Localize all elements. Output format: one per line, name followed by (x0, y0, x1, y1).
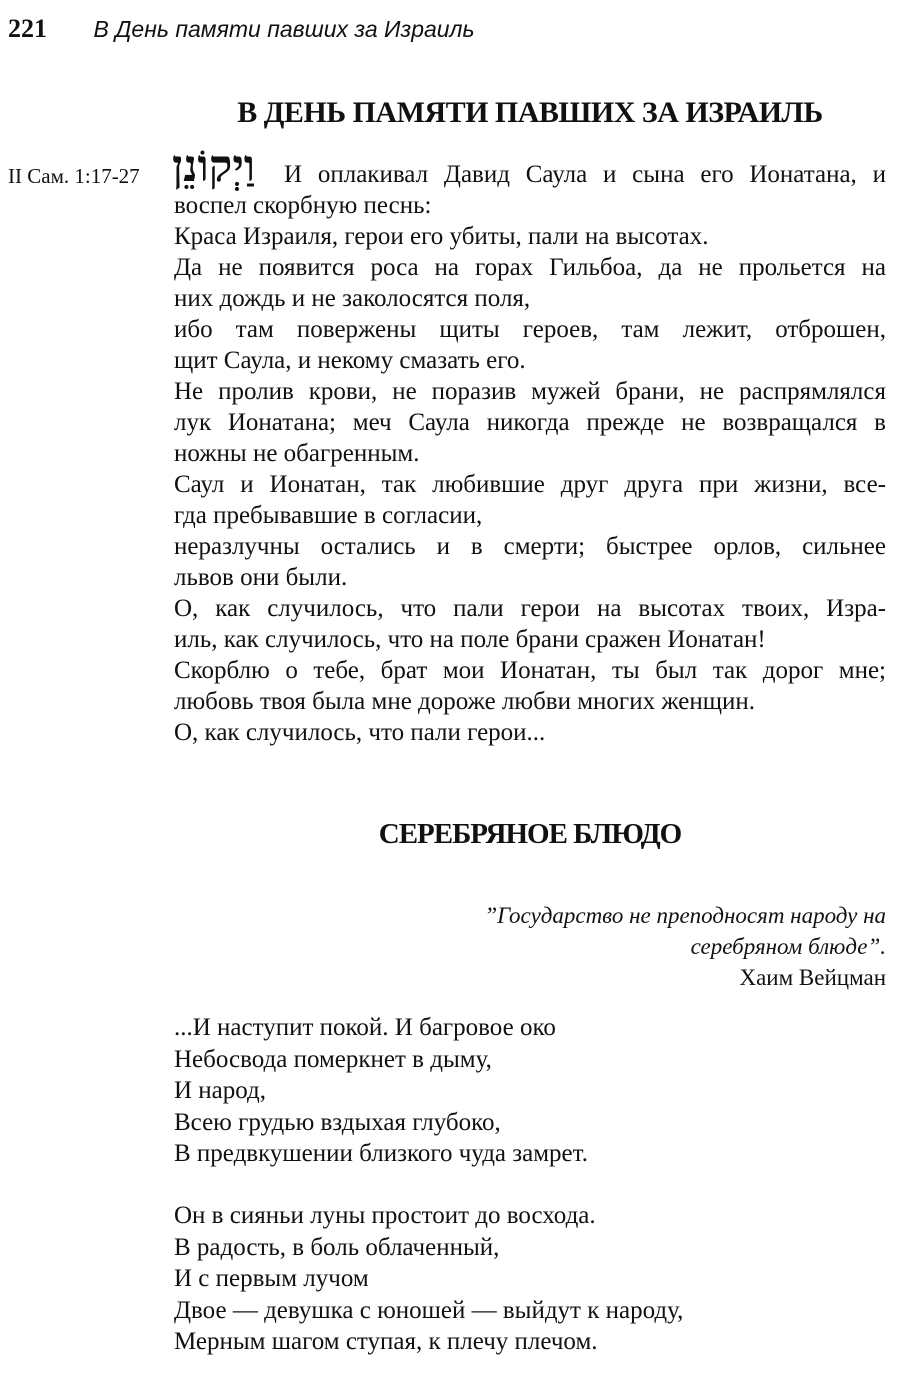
lament-first-line: И оплакивал Давид Саула и сына его Ионатана, и (284, 161, 886, 188)
lament-line: Скорблю о тебе, брат мои Ионатан, ты был так дорог мне; (174, 657, 886, 684)
lament-line: них дождь и не заколосятся поля, (174, 285, 531, 312)
lament-line: ибо там повержены щиты героев, там лежит, отброшен, (174, 316, 886, 343)
poem-line: Небосвода померкнет в дыму, (174, 1045, 492, 1073)
lament-line: львов они были. (174, 564, 348, 591)
running-head (8, 14, 475, 44)
lament-line: щит Саула, и некому смазать его. (174, 347, 526, 374)
lament-line: ножны не обагренным. (174, 440, 420, 467)
lament-line: О, как случилось, что пали герои... (174, 719, 546, 746)
running-title: В День памяти павших за Израиль (93, 16, 475, 42)
epigraph-author: Хаим Вейцман (739, 965, 886, 990)
section-title-silver-platter: СЕРЕБРЯНОЕ БЛЮДО (378, 818, 682, 850)
poem-line: Он в сияньи луны простоит до восхода. (174, 1202, 596, 1229)
poem-line: В радость, в боль облаченный, (174, 1233, 500, 1261)
lament-line: иль, как случилось, что на поле брани сражен Ионатан! (174, 626, 766, 653)
poem-line: Мерным шагом ступая, к плечу плечом. (174, 1328, 598, 1355)
lament-line: О, как случилось, что пали герои на высотах твоих, Изра- (174, 595, 886, 622)
lament-line: гда пребывавшие в согласии, (174, 502, 483, 529)
source-reference: II Сам. 1:17-27 (8, 164, 140, 188)
poem-stanza-2 (174, 1200, 683, 1358)
lament-line: Саул и Ионатан, так любившие друг друга при жизни, все- (174, 471, 886, 498)
lament-text (174, 190, 886, 748)
lament-line: неразлучны остались и в смерти; быстрее орлов, сильнее (174, 533, 886, 560)
epigraph-quote-line: ”Государство не преподносят народу на (484, 903, 886, 928)
poem-line: И с первым лучом (174, 1265, 369, 1292)
poem-stanza-1 (174, 1012, 588, 1170)
poem-line: Всею грудью вздыхая глубоко, (174, 1108, 501, 1136)
epigraph-quote-line: серебряном блюде”. (690, 934, 886, 959)
poem-line: ...И наступит покой. И багровое око (174, 1014, 556, 1041)
epigraph (366, 900, 886, 993)
lament-line: Не пролив крови, не поразив мужей брани, не распрямлялся (174, 378, 886, 405)
lament-line: Краса Израиля, герои его убиты, пали на высотах. (174, 223, 709, 250)
section-title-memorial-day: В ДЕНЬ ПАМЯТИ ПАВШИХ ЗА ИЗРАИЛЬ (237, 96, 823, 129)
hebrew-opening-word: וַיְקוֹנֵן (172, 141, 256, 192)
lament-line: лук Ионатана; меч Саула никогда прежде не возвращался в (174, 409, 886, 436)
poem-line: В предвкушении близкого чуда замрет. (174, 1140, 588, 1167)
poem-line: И народ, (174, 1077, 267, 1104)
page-number: 221 (8, 14, 47, 43)
lament-line: любовь твоя была мне дороже любви многих женщин. (174, 688, 755, 715)
lament-line: воспел скорбную песнь: (174, 192, 432, 219)
lament-line: Да не появится роса на горах Гильбоа, да не прольется на (174, 254, 886, 281)
poem-line: Двое — девушка с юношей — выйдут к народу, (174, 1296, 684, 1324)
